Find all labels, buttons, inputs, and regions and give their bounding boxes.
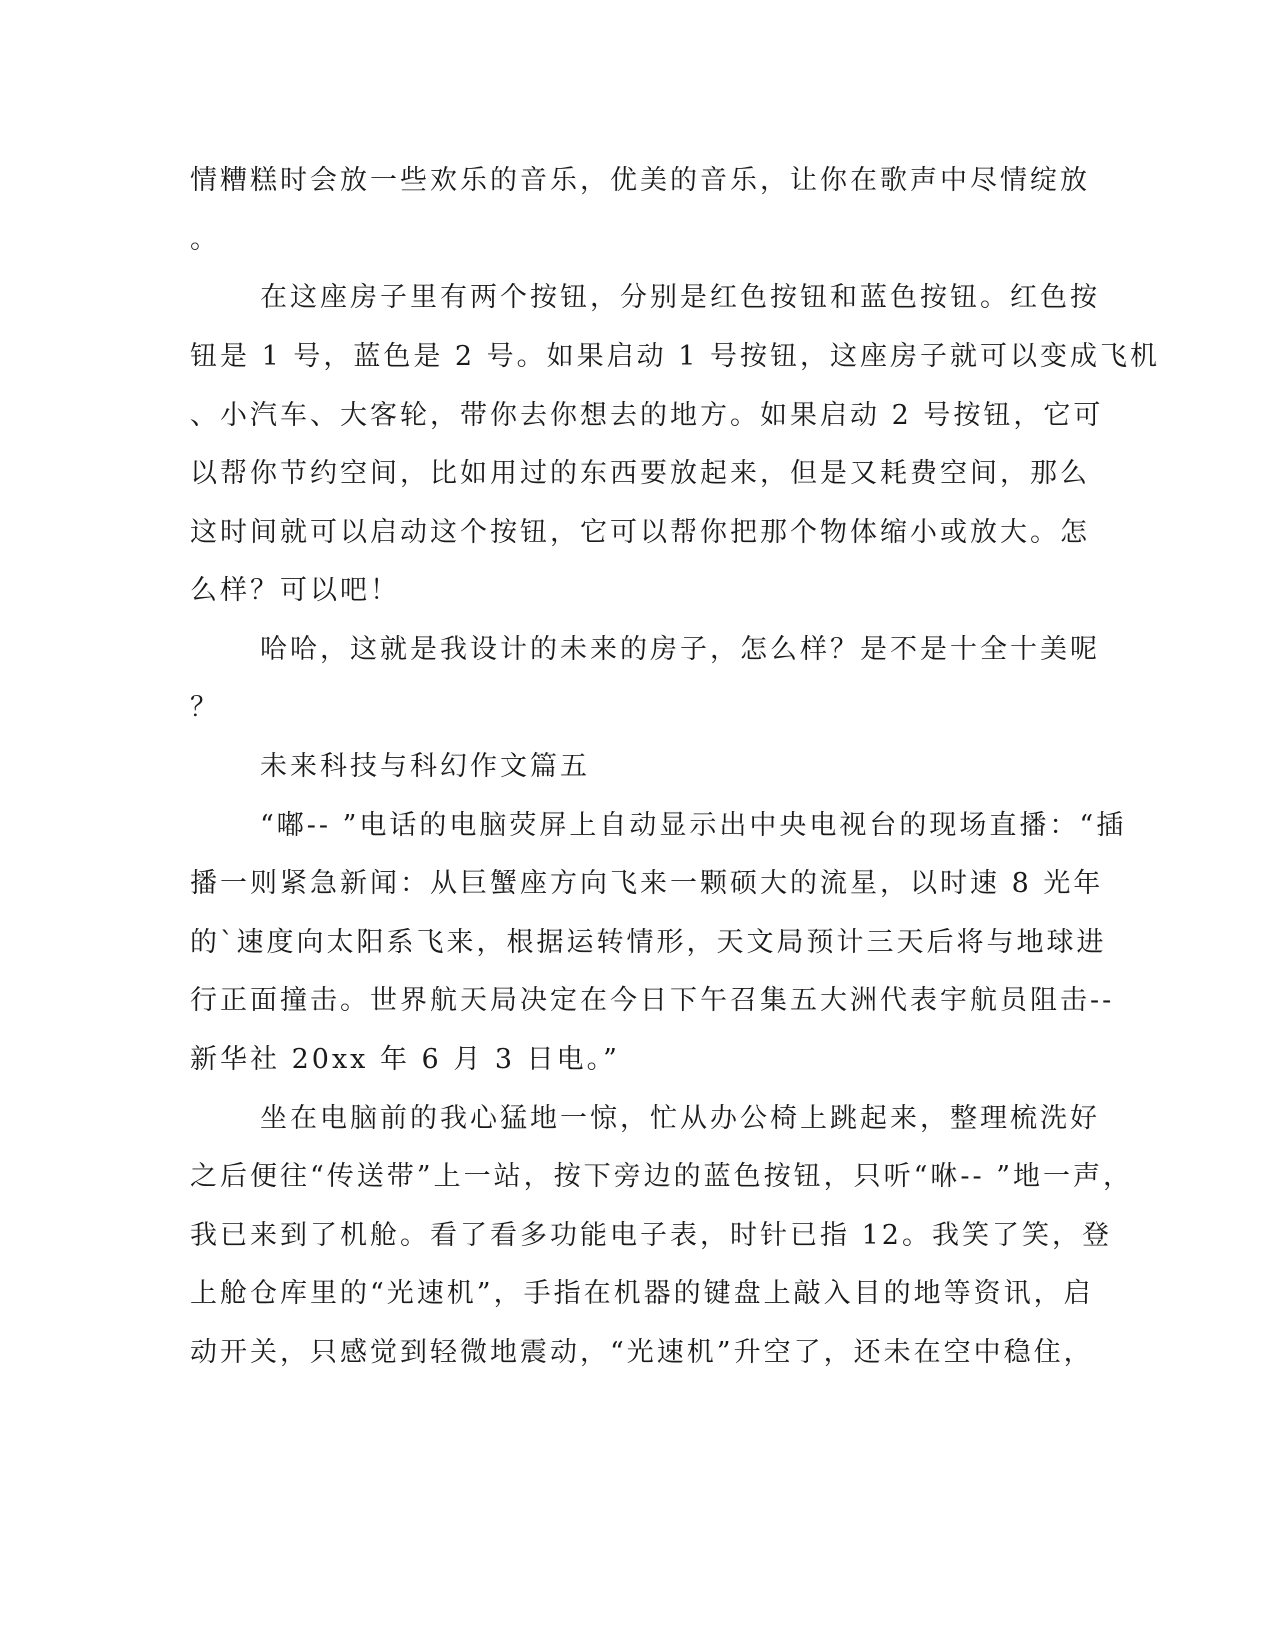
text-line: 上舱仓库里的“光速机”，手指在机器的键盘上敲入目的地等资讯，启 xyxy=(190,1278,1094,1309)
text-line: 我已来到了机舱。看了看多功能电子表，时针已指 12。我笑了笑，登 xyxy=(190,1220,1112,1251)
text-line: 么样？可以吧！ xyxy=(190,575,400,606)
text-line: 钮是 1 号，蓝色是 2 号。如果启动 1 号按钮，这座房子就可以变成飞机 xyxy=(190,341,1161,372)
text-line: 播一则紧急新闻：从巨蟹座方向飞来一颗硕大的流星，以时速 8 光年 xyxy=(190,868,1104,899)
text-line: 动开关，只感觉到轻微地震动，“光速机”升空了，还未在空中稳住， xyxy=(190,1337,1094,1368)
text-line: 坐在电脑前的我心猛地一惊，忙从办公椅上跳起来，整理梳洗好 xyxy=(260,1103,1100,1134)
text-line: 、小汽车、大客轮，带你去你想去的地方。如果启动 2 号按钮，它可 xyxy=(190,400,1104,431)
text-line: 在这座房子里有两个按钮，分别是红色按钮和蓝色按钮。红色按 xyxy=(260,282,1100,313)
text-line: “嘟-- ”电话的电脑荧屏上自动显示出中央电视台的现场直播：“插 xyxy=(260,810,1127,841)
text-line: 。 xyxy=(190,224,220,255)
text-line: 之后便往“传送带”上一站，按下旁边的蓝色按钮，只听“咻-- ”地一声， xyxy=(190,1161,1134,1192)
text-line: ？ xyxy=(190,692,220,723)
text-line: 哈哈，这就是我设计的未来的房子，怎么样？是不是十全十美呢 xyxy=(260,634,1100,665)
text-line: 新华社 20xx 年 6 月 3 日电。” xyxy=(190,1044,620,1075)
text-line: 这时间就可以启动这个按钮，它可以帮你把那个物体缩小或放大。怎 xyxy=(190,517,1090,548)
text-line: 行正面撞击。世界航天局决定在今日下午召集五大洲代表宇航员阻击-- xyxy=(190,985,1115,1016)
text-line: 以帮你节约空间，比如用过的东西要放起来，但是又耗费空间，那么 xyxy=(190,458,1090,489)
section-heading: 未来科技与科幻作文篇五 xyxy=(260,751,590,782)
text-line: 情糟糕时会放一些欢乐的音乐，优美的音乐，让你在歌声中尽情绽放 xyxy=(190,165,1090,196)
text-line: 的`速度向太阳系飞来，根据运转情形，天文局预计三天后将与地球进 xyxy=(190,927,1107,958)
